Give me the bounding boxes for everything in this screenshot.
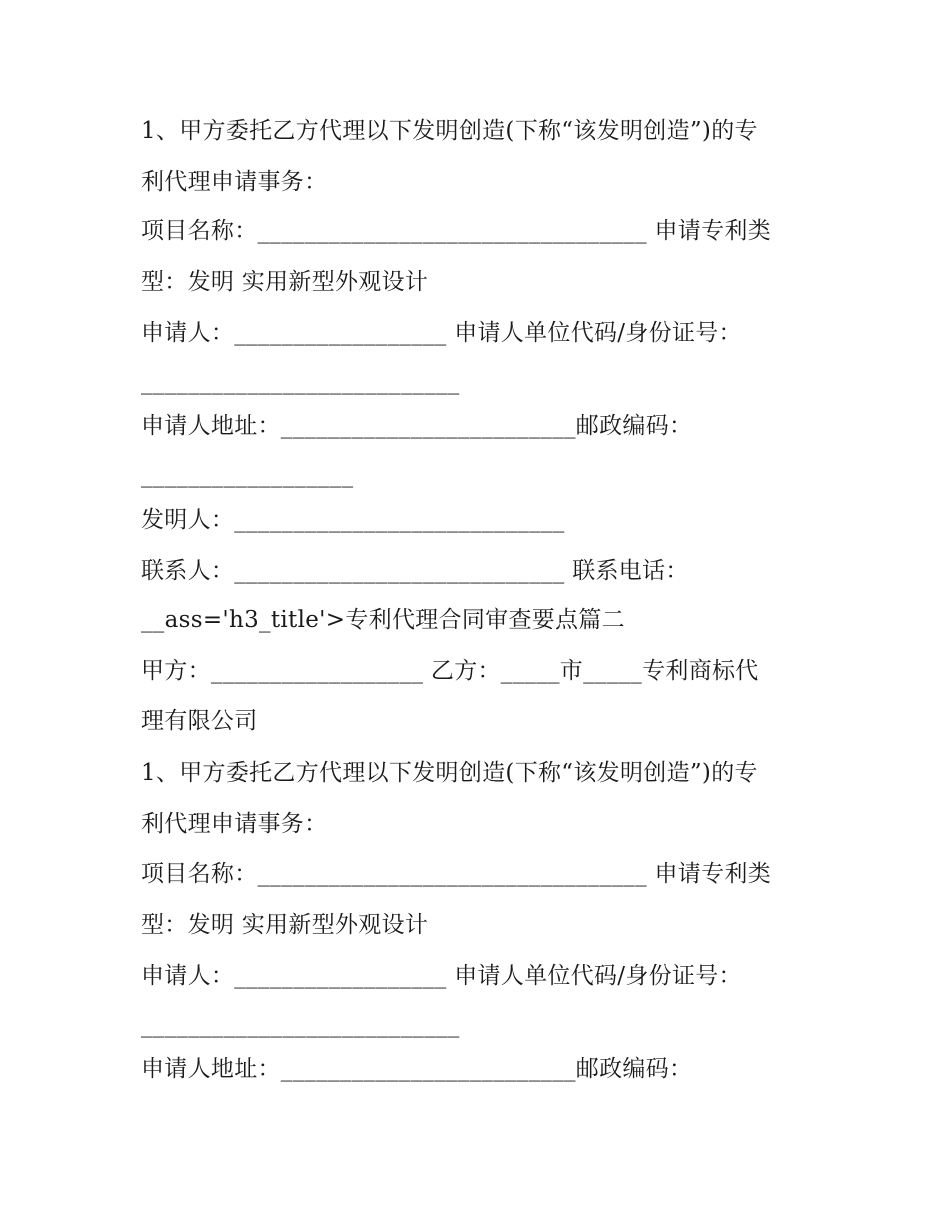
text-line: 申请人：__________________ 申请人单位代码/身份证号： xyxy=(141,320,742,346)
text-line: __________________ xyxy=(141,462,354,488)
text-line: 利代理申请事务： xyxy=(141,811,328,837)
text-line: 申请人地址：_________________________邮政编码： xyxy=(141,1056,693,1082)
text-line: 甲方：__________________ 乙方：_____市_____专利商标代 xyxy=(141,658,759,684)
text-line: 项目名称：_________________________________ 申请专利类 xyxy=(141,218,772,244)
text-line: 1、甲方委托乙方代理以下发明创造(下称“该发明创造”)的专 xyxy=(141,760,758,786)
text-line: 利代理申请事务： xyxy=(141,169,328,195)
text-line: 1、甲方委托乙方代理以下发明创造(下称“该发明创造”)的专 xyxy=(141,118,758,144)
text-line: __ass='h3_title'>专利代理合同审查要点篇二 xyxy=(141,607,625,633)
text-line: 型：发明 实用新型外观设计 xyxy=(141,269,429,295)
text-line: 理有限公司 xyxy=(141,708,258,734)
text-line: ___________________________ xyxy=(141,1012,460,1038)
text-line: 申请人：__________________ 申请人单位代码/身份证号： xyxy=(141,963,742,989)
text-line: 型：发明 实用新型外观设计 xyxy=(141,912,429,938)
text-line: 发明人：____________________________ xyxy=(141,507,565,533)
text-line: ___________________________ xyxy=(141,369,460,395)
text-line: 联系人：____________________________ 联系电话： xyxy=(141,558,689,584)
text-line: 申请人地址：_________________________邮政编码： xyxy=(141,413,693,439)
text-line: 项目名称：_________________________________ 申请专利类 xyxy=(141,861,772,887)
